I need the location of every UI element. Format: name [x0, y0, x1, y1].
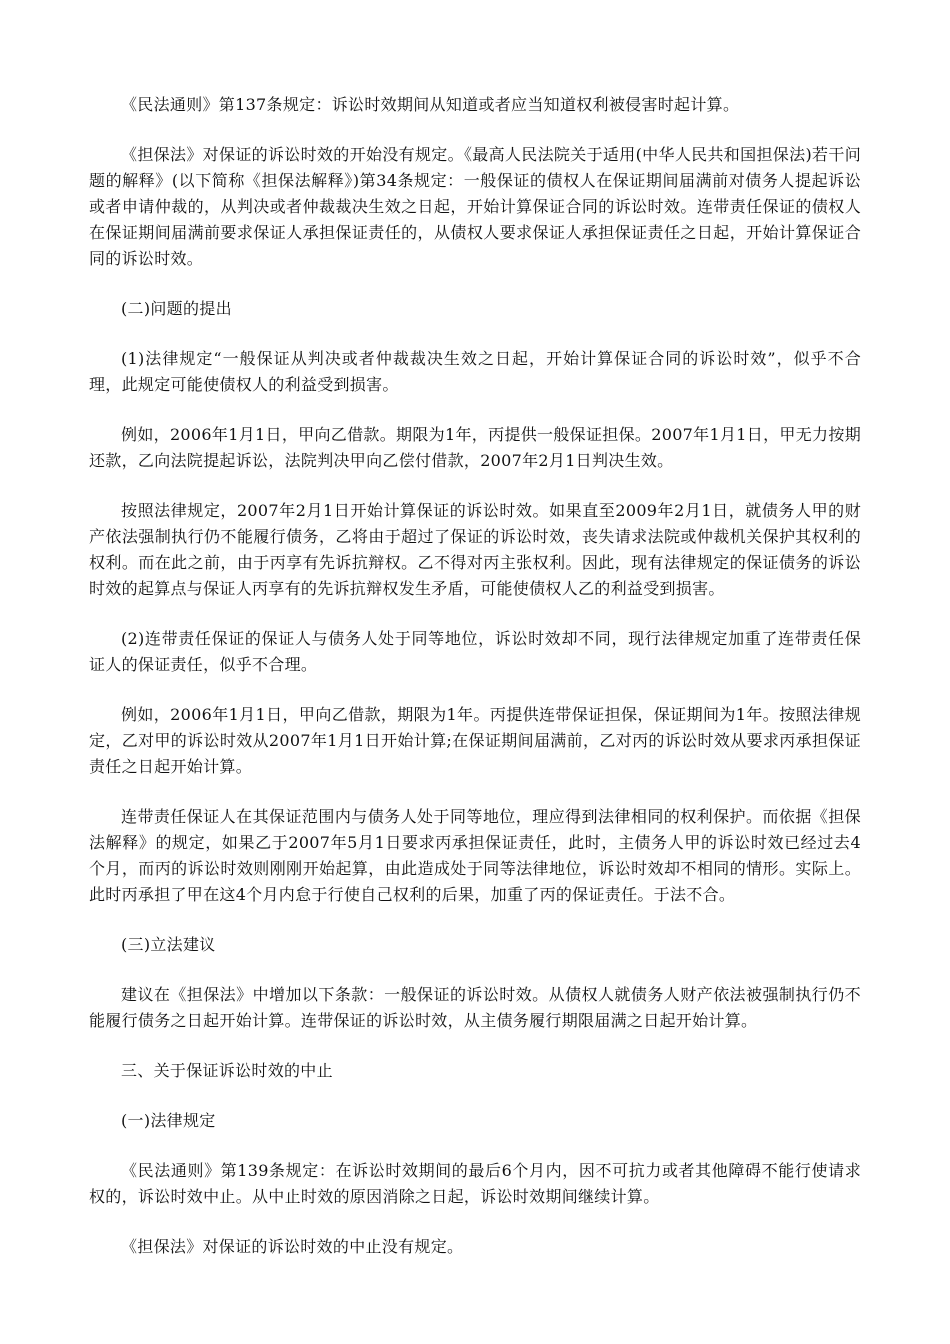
paragraph-civil-law-139: 《民法通则》第139条规定：在诉讼时效期间的最后6个月内，因不可抗力或者其他障碍不能行使请求权的，诉讼时效中止。从中止时效的原因消除之日起，诉讼时效期间继续计算。: [89, 1161, 861, 1206]
paragraph-example-1: 例如，2006年1月1日，甲向乙借款。期限为1年，丙提供一般保证担保。2007年1月1日，甲无力按期还款，乙向法院提起诉讼，法院判决甲向乙偿付借款，2007年2月1日判决生效。: [89, 425, 861, 470]
chapter-heading-suspension: 三、关于保证诉讼时效的中止: [121, 1061, 333, 1080]
paragraph-problem-2: (2)连带责任保证的保证人与债务人处于同等地位，诉讼时效却不同，现行法律规定加重了连带责任保证人的保证责任，似乎不合理。: [89, 629, 861, 674]
section-heading-problem: (二)问题的提出: [121, 299, 232, 318]
paragraph-example-2: 例如，2006年1月1日，甲向乙借款，期限为1年。丙提供连带保证担保，保证期间为1年。按照法律规定，乙对甲的诉讼时效从2007年1月1日开始计算;在保证期间届满前，乙对丙的诉讼时效从要求丙承担保证责任之日起开始计算。: [89, 705, 861, 776]
document-body: [89, 92, 861, 1284]
paragraph-guarantee-law-start: 《担保法》对保证的诉讼时效的开始没有规定。《最高人民法院关于适用(中华人民共和国担保法)若干问题的解释》(以下简称《担保法解释》)第34条规定：一般保证的债权人在保证期间届满前对债务人提起诉讼或者申请仲裁的，从判决或者仲裁裁决生效之日起，开始计算保证合同的诉讼时效。连带责任保证的债权人在保证期间届满前要求保证人承担保证责任的，从债权人要求保证人承担保证责任之日起，开始计算保证合同的诉讼时效。: [89, 145, 861, 268]
paragraph-guarantee-law-suspension: 《担保法》对保证的诉讼时效的中止没有规定。: [121, 1237, 464, 1256]
paragraph-civil-law-137: 《民法通则》第137条规定：诉讼时效期间从知道或者应当知道权利被侵害时起计算。: [121, 95, 740, 114]
section-heading-legal-provisions: (一)法律规定: [121, 1111, 216, 1130]
paragraph-analysis-2: 连带责任保证人在其保证范围内与债务人处于同等地位，理应得到法律相同的权利保护。而依据《担保法解释》的规定，如果乙于2007年5月1日要求丙承担保证责任，此时，主债务人甲的诉讼时效已经过去4个月，而丙的诉讼时效则刚刚开始起算，由此造成处于同等法律地位，诉讼时效却不相同的情形。实际上。此时丙承担了甲在这4个月内怠于行使自己权利的后果，加重了丙的保证责任。于法不合。: [89, 807, 861, 904]
paragraph-problem-1: (1)法律规定“一般保证从判决或者仲裁裁决生效之日起，开始计算保证合同的诉讼时效”，似乎不合理，此规定可能使债权人的利益受到损害。: [89, 349, 861, 394]
section-heading-legislative-suggestion: (三)立法建议: [121, 935, 216, 954]
paragraph-suggestion: 建议在《担保法》中增加以下条款：一般保证的诉讼时效。从债权人就债务人财产依法被强制执行仍不能履行债务之日起开始计算。连带保证的诉讼时效，从主债务履行期限届满之日起开始计算。: [89, 985, 861, 1030]
paragraph-analysis-1: 按照法律规定，2007年2月1日开始计算保证的诉讼时效。如果直至2009年2月1日，就债务人甲的财产依法强制执行仍不能履行债务，乙将由于超过了保证的诉讼时效，丧失请求法院或仲裁机关保护其权利的权利。而在此之前，由于丙享有先诉抗辩权。乙不得对丙主张权利。因此，现有法律规定的保证债务的诉讼时效的起算点与保证人丙享有的先诉抗辩权发生矛盾，可能使债权人乙的利益受到损害。: [89, 501, 861, 598]
